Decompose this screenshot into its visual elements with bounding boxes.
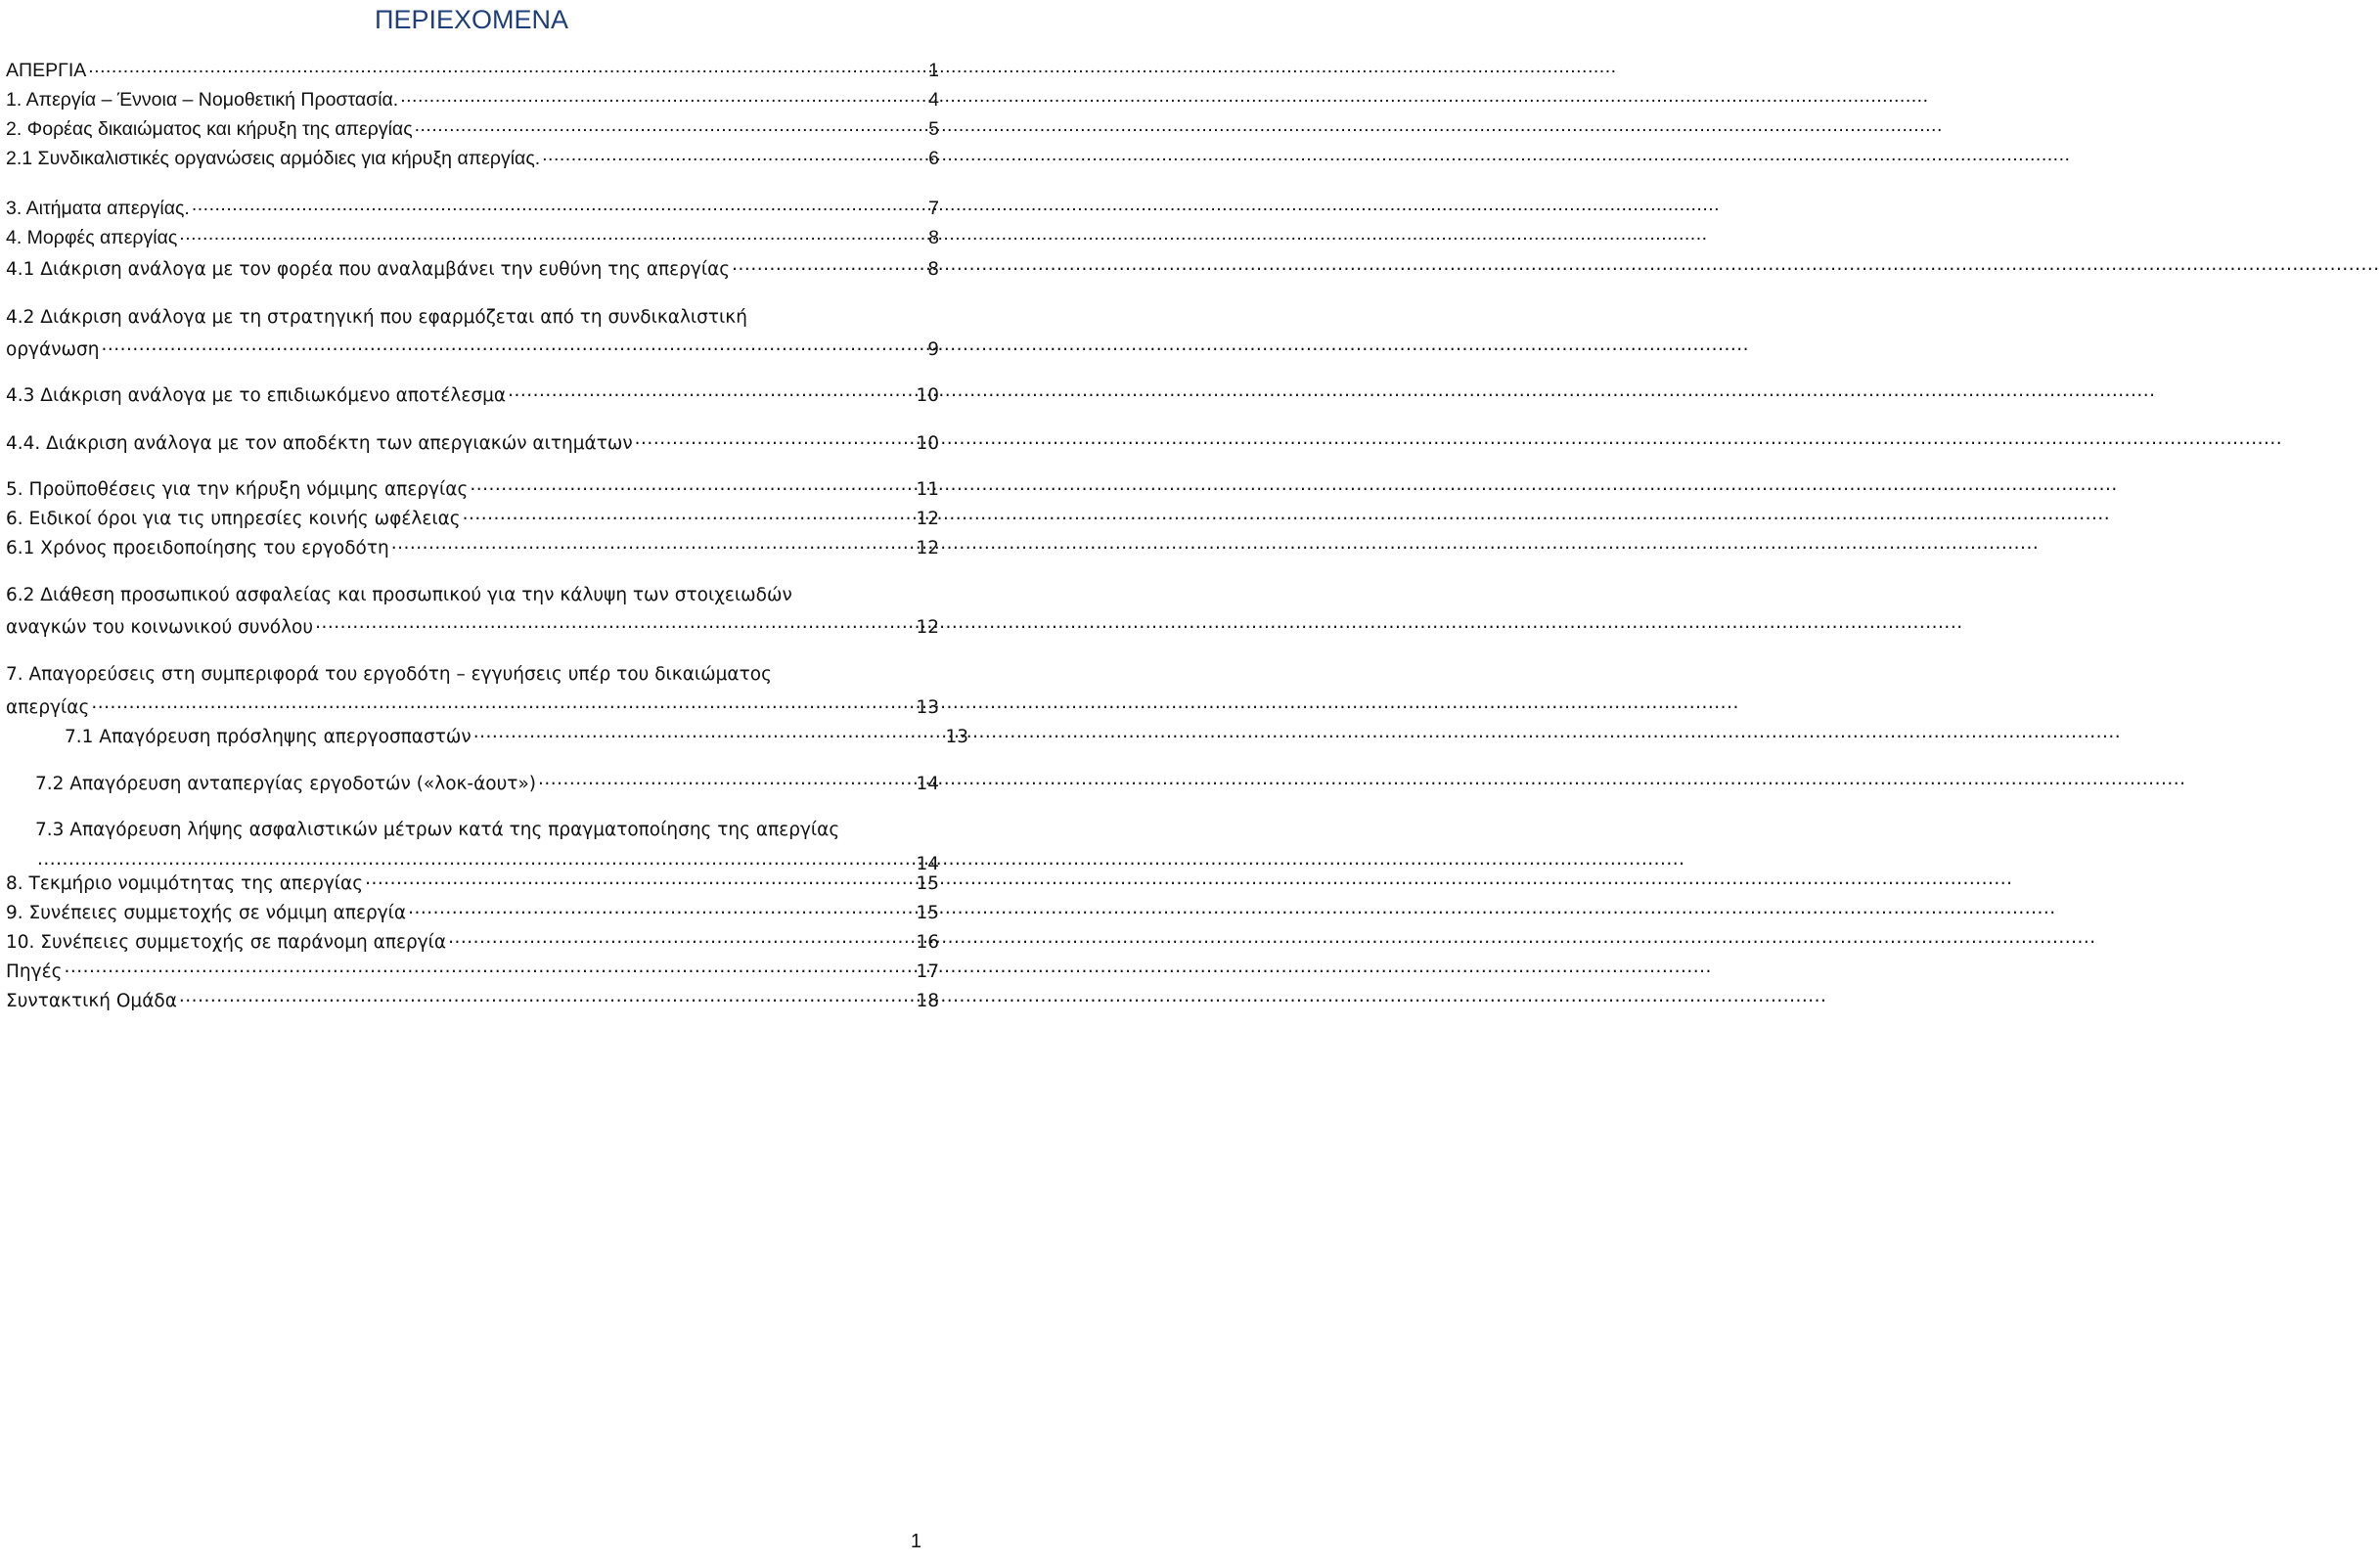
toc-entry[interactable] xyxy=(6,57,939,82)
toc-entry-label-line2: απεργίας xyxy=(6,696,90,718)
toc-entry[interactable] xyxy=(6,988,939,1013)
toc-entry-label: 8. Τεκμήριο νομιμότητας της απεργίας xyxy=(6,872,364,894)
toc-entry[interactable] xyxy=(6,959,939,984)
dot-leader xyxy=(732,256,925,275)
toc-entry-label: 4.3 Διάκριση ανάλογα με το επιδιωκόμενο αποτέλεσμα xyxy=(6,384,507,406)
toc-entry-label: 4. Μορφές απεργίας xyxy=(6,226,178,248)
toc-entry-page: 8 xyxy=(927,258,939,280)
toc-entry-page: 7 xyxy=(928,197,939,219)
dot-leader xyxy=(408,900,914,918)
toc-entry[interactable] xyxy=(6,115,939,141)
toc-entry-page: 13 xyxy=(916,696,939,718)
toc-entry-page: 12 xyxy=(916,616,939,638)
dot-leader xyxy=(91,694,914,713)
dot-leader xyxy=(448,929,914,948)
toc-entry-label: 2.1 Συνδικαλιστικές οργανώσεις αρμόδιες για κήρυξη απεργίας. xyxy=(6,147,541,169)
toc-entry-label-line2: αναγκών του κοινωνικού συνόλου xyxy=(6,616,314,638)
toc-entry[interactable] xyxy=(6,929,939,955)
toc-entry[interactable] xyxy=(6,86,939,112)
dot-leader xyxy=(542,145,926,164)
toc-entry-label: 1. Απεργία – Έννοια – Νομοθετική Προστασία. xyxy=(6,88,399,111)
toc-entry-label: 6. Ειδικοί όροι για τις υπηρεσίες κοινής ωφέλειας xyxy=(6,508,461,529)
toc-entry-page: 4 xyxy=(928,88,939,111)
dot-leader xyxy=(415,115,927,135)
toc-entry-label-line1: 4.2 Διάκριση ανάλογα με τη στρατηγική που εφαρμόζεται από τη συνδικαλιστική xyxy=(6,307,747,328)
toc-entry[interactable] xyxy=(6,430,939,456)
toc-entry-label: 7.1 Απαγόρευση πρόσληψης απεργοσπαστών xyxy=(65,726,472,747)
toc-entry-page: 10 xyxy=(916,432,939,454)
dot-leader xyxy=(538,771,914,789)
dot-leader xyxy=(179,988,915,1006)
dot-leader xyxy=(463,506,915,524)
toc-entry-label-line1: 7. Απαγορεύσεις στη συμπεριφορά του εργοδότη – εγγυήσεις υπέρ του δικαιώματος xyxy=(6,664,772,685)
dot-leader xyxy=(88,57,926,76)
toc-entry[interactable] xyxy=(6,771,939,796)
toc-entry-page: 5 xyxy=(928,117,939,140)
dot-leader xyxy=(64,959,914,977)
toc-entry-label: 10. Συνέπειες συμμετοχής σε παράνομη απεργία xyxy=(6,931,447,953)
toc-entry[interactable] xyxy=(6,900,939,925)
dot-leader xyxy=(400,86,926,106)
toc-entry-page: 14 xyxy=(916,773,939,794)
toc-entry[interactable] xyxy=(6,382,939,408)
toc-entry-page: 6 xyxy=(928,147,939,169)
page-title: ΠΕΡΙΕΧΟΜΕΝΑ xyxy=(374,5,569,34)
toc-entry[interactable] xyxy=(6,583,939,640)
dot-leader xyxy=(508,382,914,401)
toc-entry[interactable] xyxy=(6,224,939,249)
toc-entry-label: Πηγές xyxy=(6,960,63,982)
toc-entry[interactable] xyxy=(6,535,939,560)
toc-entry-page: 18 xyxy=(916,990,939,1011)
dot-leader xyxy=(391,535,915,554)
dot-leader xyxy=(470,476,914,495)
toc-entry-label: 2. Φορέας δικαιώματος και κήρυξη της απεργίας xyxy=(6,117,413,140)
toc-entry-label: 5. Προϋποθέσεις για την κήρυξη νόμιμης απεργίας xyxy=(6,478,469,500)
dot-leader xyxy=(315,614,914,633)
toc-entry-page: 14 xyxy=(916,853,939,874)
toc-entry-page: 11 xyxy=(916,478,939,500)
toc-entry-page: 16 xyxy=(916,931,939,953)
toc-entry-page: 15 xyxy=(916,902,939,923)
toc-entry-page: 15 xyxy=(916,872,939,894)
toc-entry-page: 8 xyxy=(928,226,939,248)
dot-leader xyxy=(365,871,914,889)
toc-entry-page: 9 xyxy=(927,338,939,360)
toc-entry-label: 3. Αιτήματα απεργίας. xyxy=(6,197,190,219)
toc-entry-page: 17 xyxy=(916,960,939,982)
page-number: 1 xyxy=(910,1531,921,1552)
toc-entry[interactable] xyxy=(6,145,939,170)
toc-entry-page: 13 xyxy=(945,726,968,747)
toc-entry[interactable] xyxy=(6,506,939,531)
dot-leader xyxy=(101,336,925,355)
toc-entry-label: 7.2 Απαγόρευση ανταπεργίας εργοδοτών («λοκ-άουτ») xyxy=(35,773,536,794)
toc-entry[interactable] xyxy=(6,256,939,282)
toc-entry-label: 6.1 Χρόνος προειδοποίησης του εργοδότη xyxy=(6,537,389,558)
toc-entry-label-line1: 7.3 Απαγόρευση λήψης ασφαλιστικών μέτρων κατά της πραγματοποίησης της απεργίας xyxy=(35,820,840,840)
toc-entry-page: 12 xyxy=(916,537,939,558)
toc-entry-label-line2: οργάνωση xyxy=(6,338,100,360)
toc-entry-page: 12 xyxy=(916,508,939,529)
toc-entry-label: 4.4. Διάκριση ανάλογα με τον αποδέκτη των απεργιακών αιτημάτων xyxy=(6,432,633,454)
toc-entry-page: 10 xyxy=(916,384,939,406)
toc-entry-label-line1: 6.2 Διάθεση προσωπικού ασφαλείας και προσωπικού για την κάλυψη των στοιχειωδών xyxy=(6,585,792,605)
dot-leader xyxy=(635,430,915,449)
toc-entry[interactable] xyxy=(6,871,939,896)
toc-entry-label: 4.1 Διάκριση ανάλογα με τον φορέα που αναλαμβάνει την ευθύνη της απεργίας xyxy=(6,258,731,280)
toc-entry-label: 9. Συνέπειες συμμετοχής σε νόμιμη απεργία xyxy=(6,902,407,923)
toc-entry-label: ΑΠΕΡΓΙΑ xyxy=(6,59,87,81)
dot-leader xyxy=(473,724,944,742)
toc-entry[interactable] xyxy=(6,195,939,220)
toc-entry[interactable] xyxy=(6,476,939,502)
toc-entry[interactable] xyxy=(6,724,968,749)
toc-entry[interactable] xyxy=(6,305,939,362)
toc-entry[interactable] xyxy=(6,662,939,720)
toc-entry-label: Συντακτική Ομάδα xyxy=(6,990,177,1011)
dot-leader xyxy=(179,224,926,244)
dot-leader xyxy=(192,195,926,214)
toc-entry-page: 1 xyxy=(928,59,939,81)
